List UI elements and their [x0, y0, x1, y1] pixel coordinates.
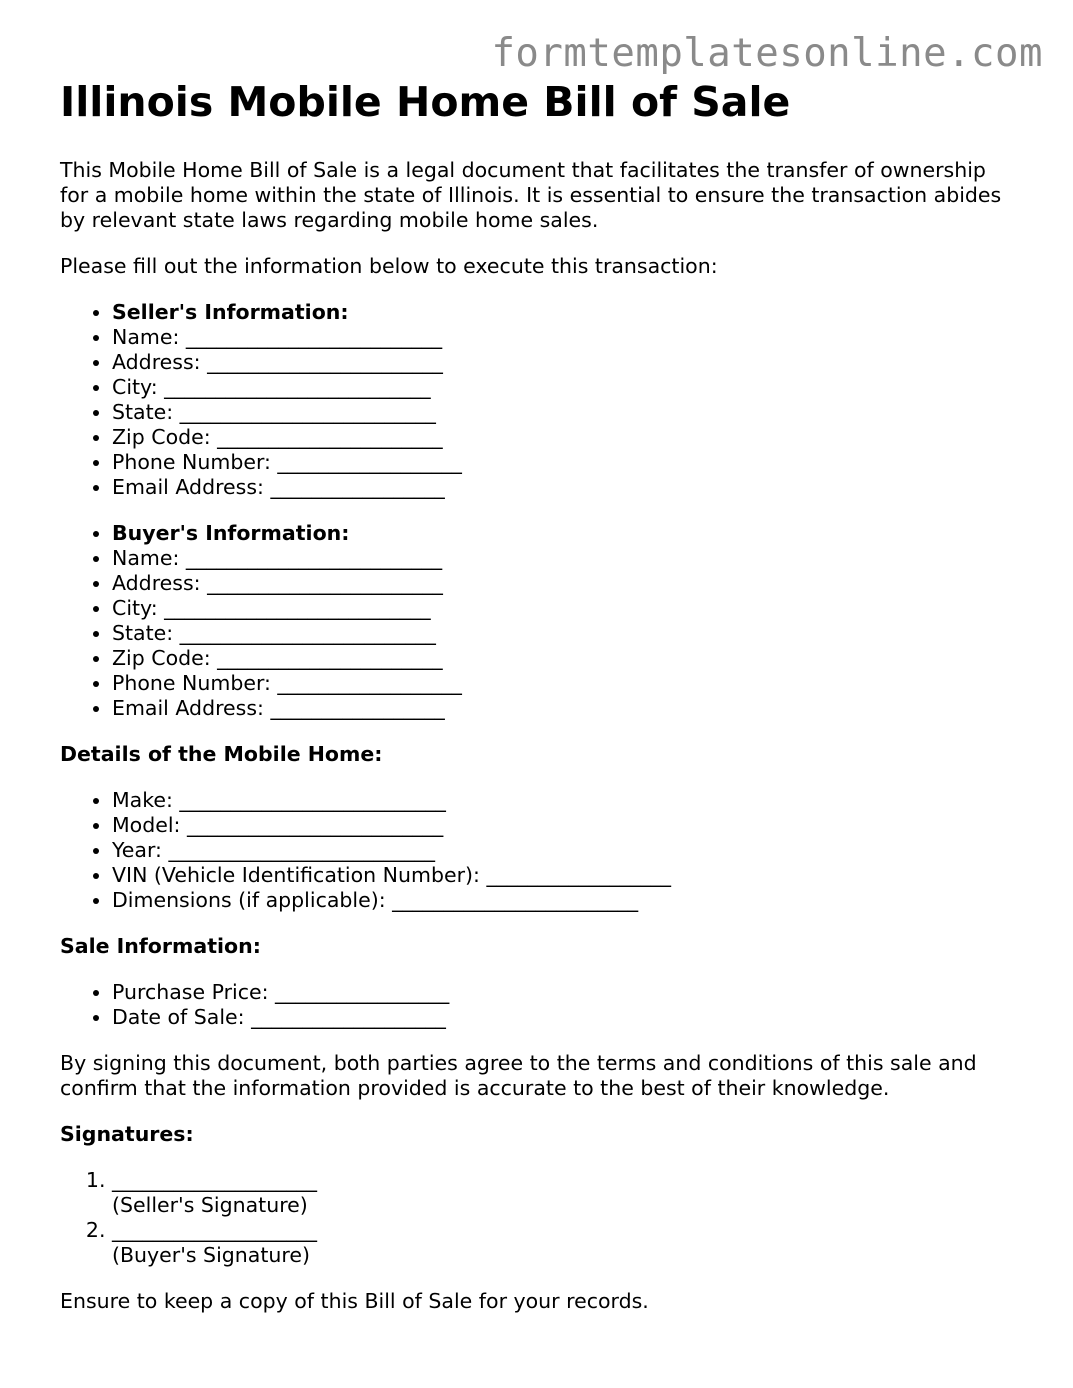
buyer-signature-item: [112, 1218, 1020, 1268]
home-dimensions-field: • Dimensions (if applicable): ________________________: [112, 888, 1020, 913]
instructions-paragraph: Please fill out the information below to execute this transaction:: [60, 254, 718, 278]
seller-signature-item: [112, 1168, 1020, 1218]
document-content: [60, 78, 1020, 1314]
closing-paragraph: Ensure to keep a copy of this Bill of Sale for your records.: [60, 1289, 649, 1313]
buyer-info-list: [60, 521, 1020, 721]
buyer-email-field: • Email Address: _________________: [112, 696, 1020, 721]
signatures-list: [60, 1168, 1020, 1268]
seller-signature-line: ____________________: [112, 1168, 317, 1192]
seller-info-heading: • Seller's Information:: [112, 300, 1020, 325]
signatures-heading: Signatures:: [60, 1122, 194, 1146]
purchase-price-field: • Purchase Price: _________________: [112, 980, 1020, 1005]
seller-address-field: • Address: _______________________: [112, 350, 1020, 375]
intro-paragraph: This Mobile Home Bill of Sale is a legal document that facilitates the transfer of ownership for a mobile home within the state of Illinois. It is essential to ensure the transaction abides by relevant state laws regarding mobile home sales.: [60, 158, 1002, 232]
home-details-heading: Details of the Mobile Home:: [60, 742, 383, 766]
home-details-list: [60, 788, 1020, 913]
buyer-signature-label: (Buyer's Signature): [112, 1243, 310, 1267]
page-title: Illinois Mobile Home Bill of Sale: [60, 78, 791, 126]
buyer-info-heading: • Buyer's Information:: [112, 521, 1020, 546]
buyer-city-field: • City: __________________________: [112, 596, 1020, 621]
buyer-phone-field: • Phone Number: __________________: [112, 671, 1020, 696]
seller-info-list: [60, 300, 1020, 500]
date-of-sale-field: • Date of Sale: ___________________: [112, 1005, 1020, 1030]
buyer-signature-line: ____________________: [112, 1218, 317, 1242]
home-vin-field: • VIN (Vehicle Identification Number): __________________: [112, 863, 1020, 888]
watermark-text: formtemplatesonline.com: [491, 31, 1043, 76]
home-year-field: • Year: __________________________: [112, 838, 1020, 863]
buyer-name-field: • Name: _________________________: [112, 546, 1020, 571]
seller-phone-field: • Phone Number: __________________: [112, 450, 1020, 475]
seller-signature-label: (Seller's Signature): [112, 1193, 308, 1217]
buyer-address-field: • Address: _______________________: [112, 571, 1020, 596]
seller-state-field: • State: _________________________: [112, 400, 1020, 425]
seller-zip-field: • Zip Code: ______________________: [112, 425, 1020, 450]
seller-name-field: • Name: _________________________: [112, 325, 1020, 350]
home-make-field: • Make: __________________________: [112, 788, 1020, 813]
agreement-paragraph: By signing this document, both parties agree to the terms and conditions of this sale and confirm that the information provided is accurate to the best of their knowledge.: [60, 1051, 977, 1100]
home-model-field: • Model: _________________________: [112, 813, 1020, 838]
sale-info-heading: Sale Information:: [60, 934, 261, 958]
seller-city-field: • City: __________________________: [112, 375, 1020, 400]
buyer-zip-field: • Zip Code: ______________________: [112, 646, 1020, 671]
buyer-state-field: • State: _________________________: [112, 621, 1020, 646]
sale-info-list: [60, 980, 1020, 1030]
seller-email-field: • Email Address: _________________: [112, 475, 1020, 500]
